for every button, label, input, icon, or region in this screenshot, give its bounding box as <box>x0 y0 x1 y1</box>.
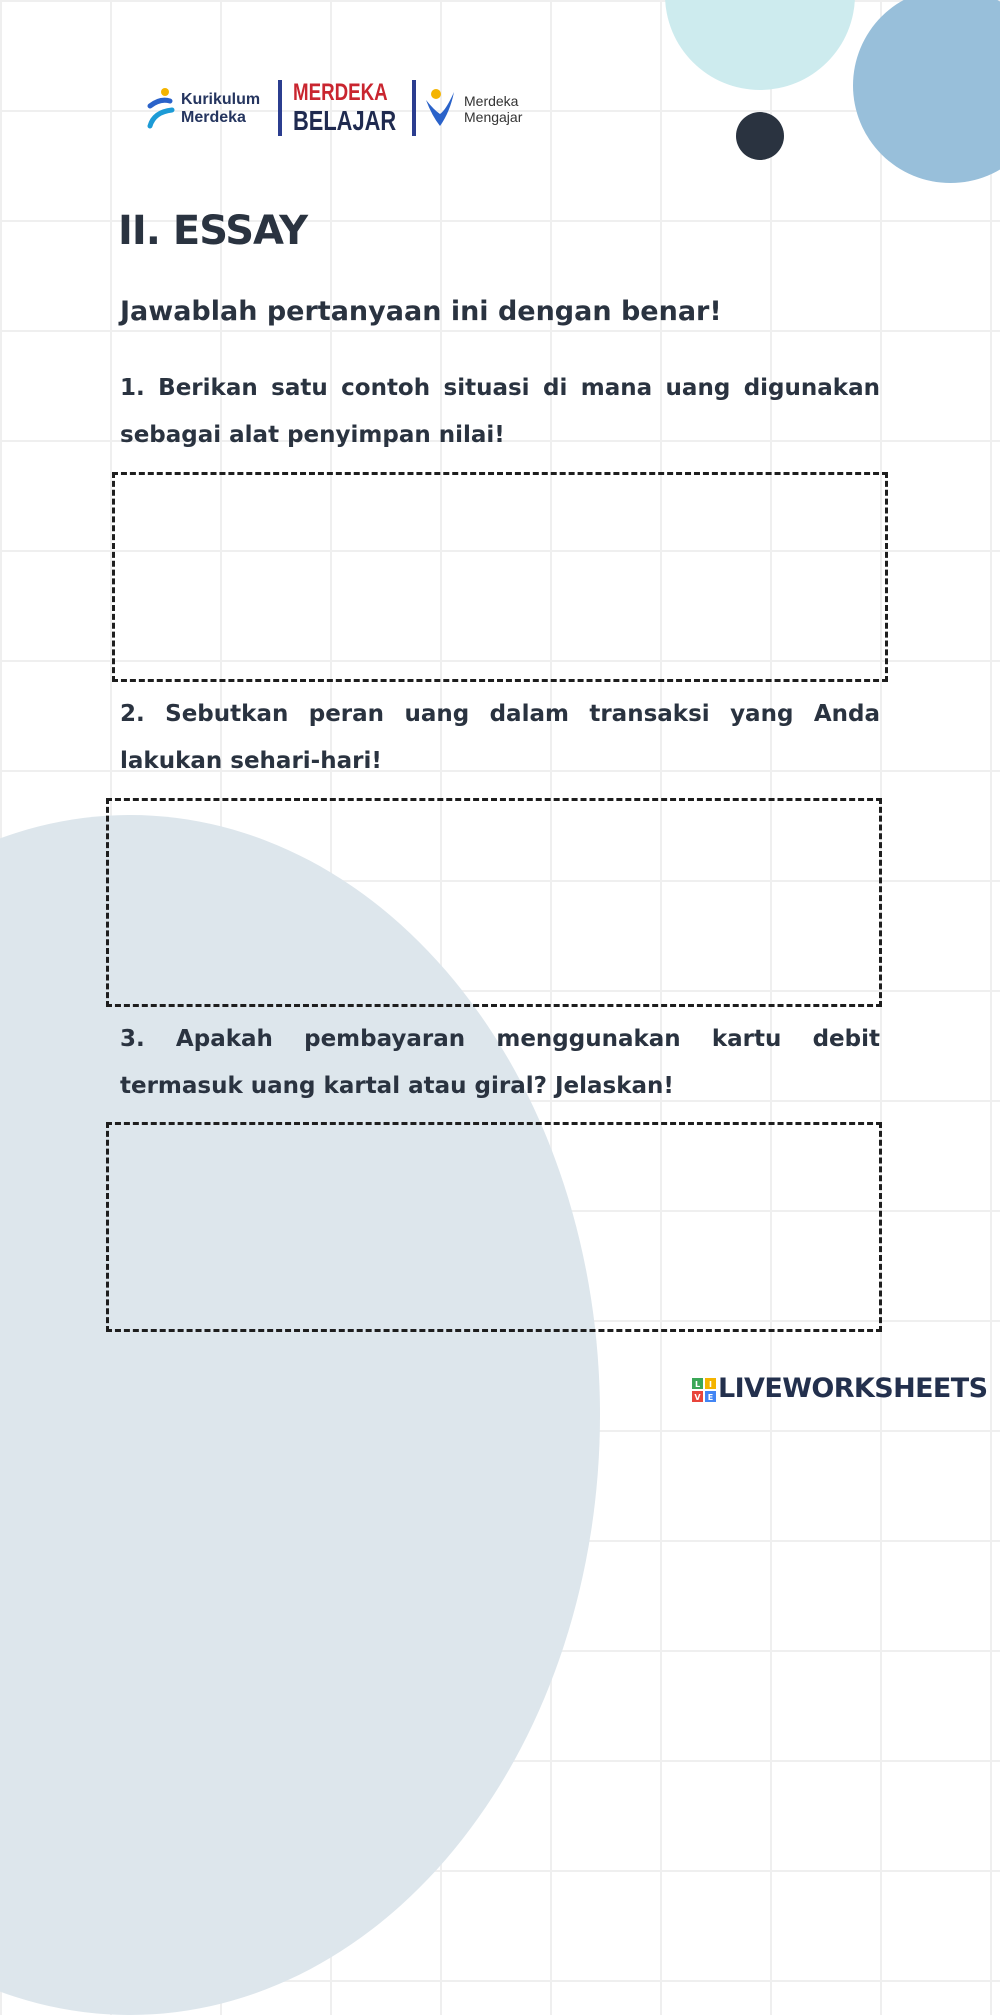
kurikulum-logo-line-1: Kurikulum <box>181 91 261 108</box>
liveworksheets-text: LIVEWORKSHEETS <box>718 1373 988 1404</box>
svg-text:E: E <box>707 1393 714 1402</box>
answer-box-3[interactable] <box>106 1122 882 1332</box>
kurikulum-merdeka-logo-icon <box>146 86 176 130</box>
kurikulum-logo-line-2: Merdeka <box>181 109 246 126</box>
mengajar-logo-line-1: Merdeka <box>464 93 519 109</box>
merdeka-belajar-logo <box>293 80 403 136</box>
decorative-dot <box>736 112 784 160</box>
merdeka-belajar-line-2: BELAJAR <box>293 105 397 136</box>
section-title: II. ESSAY <box>118 208 308 254</box>
merdeka-mengajar-logo <box>424 84 554 134</box>
mengajar-logo-line-2: Mengajar <box>464 109 523 125</box>
svg-text:V: V <box>694 1393 701 1402</box>
svg-text:L: L <box>694 1380 701 1389</box>
answer-box-1[interactable] <box>112 472 888 682</box>
liveworksheets-logo-icon <box>692 1378 716 1402</box>
instruction-text: Jawablah pertanyaan ini dengan benar! <box>120 296 722 327</box>
question-1: 1. Berikan satu contoh situasi di mana uang digunakan sebagai alat penyimpan nilai! <box>120 375 880 448</box>
question-3: 3. Apakah pembayaran menggunakan kartu debit termasuk uang kartal atau giral? Jelaskan! <box>120 1026 880 1099</box>
decorative-circle-light <box>665 0 855 90</box>
decorative-circle-blue <box>853 0 1000 183</box>
logo-separator <box>278 80 282 136</box>
logo-separator <box>412 80 416 136</box>
kurikulum-merdeka-logo <box>146 84 281 134</box>
answer-box-2[interactable] <box>106 798 882 1007</box>
merdeka-mengajar-logo-icon <box>424 86 458 130</box>
question-2: 2. Sebutkan peran uang dalam transaksi yang Anda lakukan sehari-hari! <box>120 701 880 774</box>
merdeka-belajar-line-1: MERDEKA <box>293 79 388 106</box>
svg-text:I: I <box>709 1380 712 1389</box>
